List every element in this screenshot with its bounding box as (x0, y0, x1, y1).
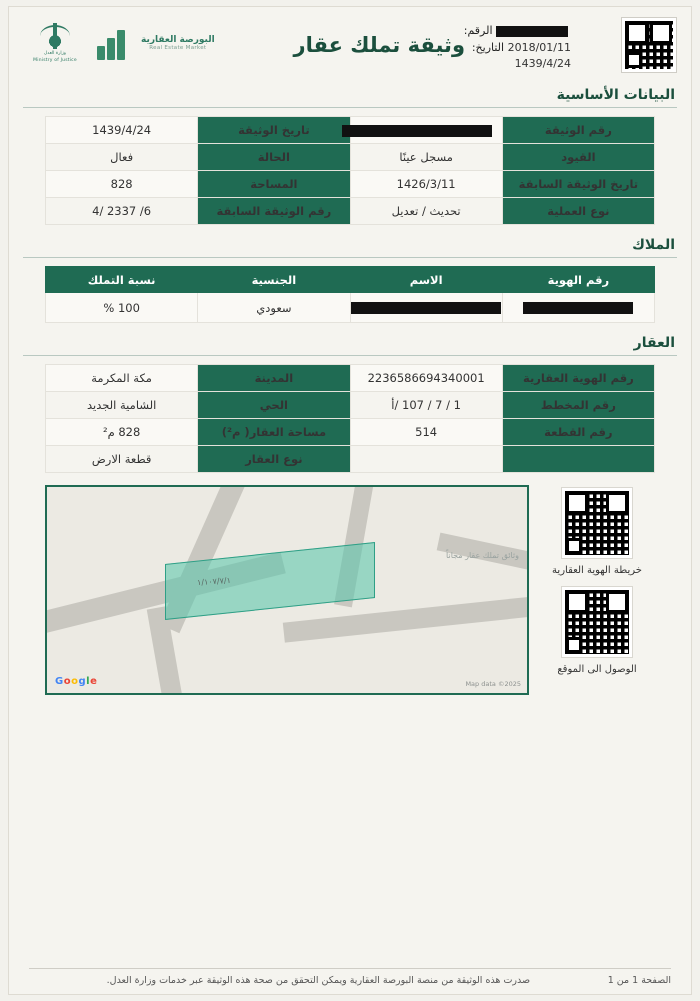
section-title-owners: الملاك (632, 237, 675, 253)
divider (23, 107, 677, 108)
table-row (46, 446, 655, 473)
page-number: الصفحة 1 من 1 (607, 975, 671, 986)
cell-label: الحالة (198, 144, 350, 171)
cell-value: فعال (46, 144, 198, 171)
google-letter: g (78, 676, 87, 687)
document-footer (9, 968, 691, 986)
cell-value: 2236586694340001 (350, 365, 502, 392)
cell-value: مسجل عينًا (350, 144, 502, 171)
cell-label: مساحة العقار( م²) (198, 419, 350, 446)
map-credit: Map data ©2025 (465, 680, 521, 688)
cell-label: تاريخ الوثيقة السابقة (502, 171, 654, 198)
cell-owner-name-redacted (350, 293, 502, 323)
document-number-row (464, 23, 571, 40)
cell-value: 1 / 7 / 107 /أ (350, 392, 502, 419)
column-header-nationality: الجنسية (198, 267, 350, 293)
redacted-document-number (496, 26, 568, 37)
footer-note: صدرت هذه الوثيقة من منصة البورصة العقارية ويمكن التحقق من صحة هذه الوثيقة عبر خدمات وزارة العدل. (106, 975, 531, 986)
basic-data-table (45, 116, 655, 225)
section-title-property: العقار (633, 335, 675, 351)
google-letter: o (63, 676, 72, 687)
page-title: وثيقة تملك عقار (293, 33, 465, 57)
cell-label: المدينة (198, 365, 350, 392)
brand-label-en: Real Estate Market (149, 45, 207, 52)
google-letter: l (86, 676, 91, 687)
divider (23, 355, 677, 356)
map-watermark: وثائق تملك عقار مجاناً (446, 551, 519, 560)
cell-label-empty (502, 446, 654, 473)
qr-item-property-map[interactable] (539, 487, 655, 576)
divider (29, 968, 671, 969)
table-row (46, 144, 655, 171)
cell-value: تحديث / تعديل (350, 198, 502, 225)
qr-code-icon (565, 590, 629, 654)
cell-value: 1426/3/11 (350, 171, 502, 198)
ministry-logo-label-ar: وزارة العدل (44, 51, 66, 56)
cell-label: رقم القطعة (502, 419, 654, 446)
cell-value: قطعة الارض (46, 446, 198, 473)
header-logos (23, 21, 215, 65)
document-header (9, 7, 691, 83)
redacted-value (342, 125, 492, 137)
qr-column (539, 485, 655, 695)
qr-caption: خريطة الهوية العقارية (552, 565, 642, 576)
table-row (46, 293, 655, 323)
cell-label: رقم المخطط (502, 392, 654, 419)
qr-finder-icon (566, 538, 582, 554)
table-header-row (46, 267, 655, 293)
cell-owner-share: 100 % (46, 293, 198, 323)
cell-value-empty (350, 446, 502, 473)
table-row (46, 198, 655, 225)
ministry-logo-label-en: Ministry of Justice (33, 58, 77, 63)
redacted-value (351, 302, 501, 314)
cell-label: نوع العقار (198, 446, 350, 473)
google-letter: e (90, 676, 98, 687)
qr-box[interactable] (561, 487, 633, 559)
cell-value: 828 م² (46, 419, 198, 446)
qr-item-location-access[interactable] (539, 586, 655, 675)
document-sheet (8, 6, 692, 995)
cell-value: 6/ 2337 /4 (46, 198, 198, 225)
property-table (45, 364, 655, 473)
divider (23, 257, 677, 258)
owners-table (45, 266, 655, 323)
map-section (45, 485, 655, 695)
table-row (46, 365, 655, 392)
brand-label-ar: البورصة العقارية (141, 34, 215, 45)
cell-owner-id-redacted (502, 293, 654, 323)
real-estate-market-logo (141, 35, 215, 52)
section-title-basic: البيانات الأساسية (556, 87, 675, 103)
cell-value: الشامية الجديد (46, 392, 198, 419)
cell-value: 1439/4/24 (46, 117, 198, 144)
qr-code-icon (565, 491, 629, 555)
cell-label: رقم الوثيقة (502, 117, 654, 144)
document-date-row (464, 40, 571, 57)
cell-label: رقم الوثيقة السابقة (198, 198, 350, 225)
google-logo (55, 676, 97, 687)
qr-caption: الوصول الى الموقع (557, 664, 637, 675)
cell-value-redacted (350, 117, 502, 144)
qr-finder-icon (566, 637, 582, 653)
cell-label: المساحة (198, 171, 350, 198)
document-date-label: التاريخ: (471, 40, 505, 54)
ministry-crest-icon (38, 23, 72, 49)
qr-box[interactable] (561, 586, 633, 658)
document-meta (464, 23, 571, 73)
cell-label: رقم الهوية العقارية (502, 365, 654, 392)
document-date-gregorian: 2018/01/11 (507, 40, 571, 54)
table-row (46, 392, 655, 419)
real-estate-bars-icon (97, 26, 131, 60)
table-row (46, 419, 655, 446)
table-row (46, 171, 655, 198)
cell-owner-nationality: سعودي (198, 293, 350, 323)
cell-value: مكة المكرمة (46, 365, 198, 392)
property-map[interactable] (45, 485, 529, 695)
google-letter: G (55, 676, 64, 687)
document-number-label: الرقم: (463, 24, 493, 37)
redacted-value (523, 302, 633, 314)
column-header-share: نسبة التملك (46, 267, 198, 293)
map-parcel-label: ١/١٠٧/٧/١ (196, 575, 232, 588)
qr-code-icon (625, 21, 673, 69)
cell-value: 828 (46, 171, 198, 198)
cell-label: نوع العملية (502, 198, 654, 225)
cell-value: 514 (350, 419, 502, 446)
header-qr-code[interactable] (621, 17, 677, 73)
column-header-id: رقم الهوية (502, 267, 654, 293)
qr-finder-icon (626, 52, 642, 68)
document-date-hijri-row (464, 56, 571, 73)
table-row (46, 117, 655, 144)
cell-label: الحي (198, 392, 350, 419)
google-letter: o (71, 676, 79, 687)
document-date-hijri: 1439/4/24 (514, 57, 571, 70)
cell-label: تاريخ الوثيقة (198, 117, 350, 144)
column-header-name: الاسم (350, 267, 502, 293)
ministry-of-justice-logo (23, 21, 87, 65)
cell-label: القيود (502, 144, 654, 171)
